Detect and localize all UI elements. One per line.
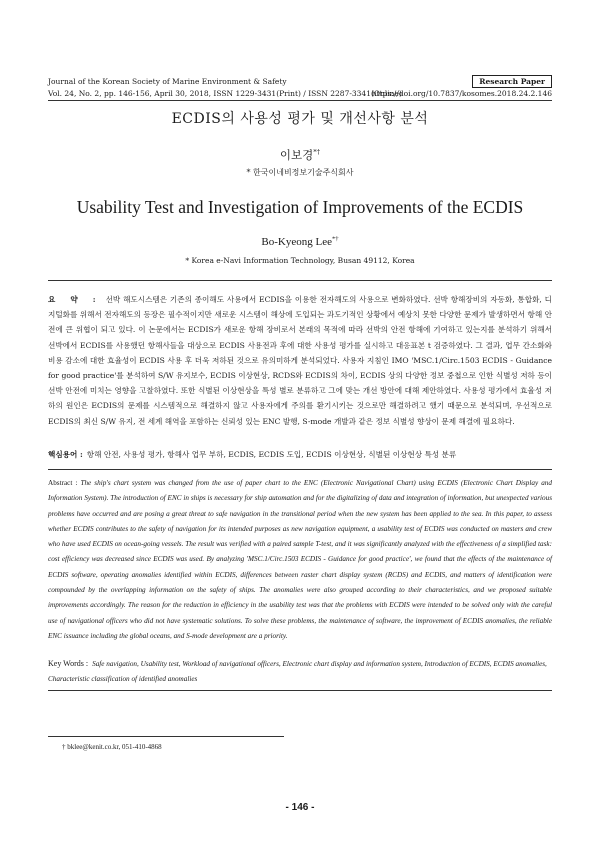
author-english-name: Bo-Kyeong Lee: [261, 236, 332, 248]
affiliation-english: * Korea e-Navi Information Technology, Busan 49112, Korea: [185, 256, 415, 265]
footnote-rule: [48, 736, 284, 737]
keywords-korean-label: 핵심용어 :: [48, 450, 83, 459]
author-korean-mark: *†: [313, 148, 321, 157]
abstract-english-text: The ship's chart system was changed from the use of paper chart to the ENC (Electronic Navigational Chart) using ECDIS (Electronic Chart Display and Information System). The introduction of ENC in ships is necessary for ship automation and for the digitalizing of data and integration of information, but unexpected various problems have occurred and are posing a great threat to safe navigation in the transitional period when the new system has been applied to the sea. In this paper, to assess whether ECDIS contributes to the safety of navigation for its intended purposes as new navigation equipment, a usability test of ECDIS was conducted on masters and crew who have used ECDIS on ocean-going vessels. The result was verified with a paired sample T-test, and it was significantly analyzed with the effectiveness of a simplified task: cost efficiency was decreased since ECDIS was used. By analyzing 'MSC.1/Circ.1503 ECDIS - Guidance for good practice', we found that the effects of the maintenance of ECDIS software, operating anomalies identified within ECDIS, differences between raster chart display system (RCDS) and ECDIS, and matters of identification were compounded by the overlapping information on the safety of ships. The anomalies were also grouped according to their characteristics, and we proposed suitable improvements accordingly. The reason for the reduction in efficiency in the usability test was that the problems with ECDIS were intended to be solved only with the careful use of navigational officers who did not have systematic solutions. To solve these problems, the maintenance of software, the improvement of ECDIS anomalies, the reliable ENC issuance including the global oceans, and S-mode development are a priority.: [48, 479, 552, 640]
keywords-korean-text: 항해 안전, 사용성 평가, 항해사 업무 부하, ECDIS, ECDIS 도입, ECDIS 이상현상, 식별된 이상현상 특성 분류: [86, 450, 457, 459]
corresponding-author-footnote: † bklee@kenit.co.kr, 051-410-4868: [62, 743, 162, 751]
keywords-english: [48, 656, 552, 688]
header-rule: [48, 100, 552, 101]
author-korean: [0, 147, 600, 163]
affiliation-korean: * 한국이네비정보기술주식회사: [246, 168, 354, 177]
abstract-korean: [48, 292, 552, 429]
keywords-korean: [48, 447, 552, 462]
abstract-english: [48, 476, 552, 644]
volume-info: Vol. 24, No. 2, pp. 146-156, April 30, 2018, ISSN 1229-3431(Print) / ISSN 2287-3341(Online): [48, 89, 402, 98]
title-english: Usability Test and Investigation of Improvements of the ECDIS: [76, 197, 524, 217]
abstract-english-label: Abstract :: [48, 479, 78, 487]
keywords-english-label: Key Words :: [48, 659, 89, 668]
author-english: [0, 236, 600, 248]
author-korean-name: 이보경: [279, 148, 314, 162]
page-number: - 146 -: [285, 802, 315, 813]
abstract-korean-text: 선박 해도시스템은 기존의 종이해도 사용에서 ECDIS을 이용한 전자해도의 사용으로 변화하였다. 선박 항해장비의 자동화, 통합화, 디지털화를 위해서 전자해도의 등장은 필수적이지만 새로운 시스템이 해상에 도입되는 과도기적인 상황에서 예상치 못한 다양한 문제가 발생하면서 항해 안전에 큰 위협이 되고 있다. 이 논문에서는 ECDIS가 새로운 항해 장비로서 본래의 목적에 따라 선박의 안전 항해에 기여하고 있는지를 분석하기 위해서 선박에서 ECDIS를 사용했던 항해사들을 대상으로 ECDIS 사용전과 후에 대한 사용성 평가를 실시하고 대응표본 t 검증하였다. 그 결과, 업무 간소화와 비용 감소에 대한 효율성이 ECDIS 사용 후 더욱 저하된 것으로 유의미하게 분석되었다. 사용자 지침인 IMO 'MSC.1/Circ.1503 ECDIS - Guidance for good practice'를 분석하여 S/W 유지보수, ECDIS 이상현상, RCDS와 ECDIS의 차이, ECDIS 상의 다양한 정보 중첩으로 인한 식별성 저하 등이 선박 안전에 미치는 영향을 고찰하였다. 또한 식별된 이상현상을 특성 별로 분류하고 그에 맞는 개선 방안에 대해 제안하였다. 사용성 평가에서 효율성 저하의 원인은 ECDIS의 문제를 시스템적으로 해결하지 않고 사용자에게 주의를 환기시키는 것으로만 해결하려고 했기 때문으로 분석되며, 우선적으로 ECDIS의 최신 S/W 유지, 전 세계 해역을 포함하는 신뢰성 있는 ENC 발행, S-mode 개발과 같은 정보 식별성 향상이 문제 해결에 필요하다.: [48, 295, 552, 426]
doi-link[interactable]: https://doi.org/10.7837/kosomes.2018.24.2.146: [371, 89, 552, 98]
keywords-english-text: Safe navigation, Usability test, Workload of navigational officers, Electronic chart display and information system, Introduction of ECDIS, ECDIS anomalies, Characteristic classification of identified anomalies: [48, 660, 547, 684]
abstract-korean-label: 요 약 :: [48, 295, 102, 304]
author-english-mark: *†: [331, 235, 339, 243]
abstract-divider-rule: [48, 469, 552, 470]
abstract-top-rule: [48, 280, 552, 281]
article-type-badge: Research Paper: [472, 75, 552, 88]
title-korean: ECDIS의 사용성 평가 및 개선사항 분석: [171, 111, 429, 127]
journal-name: Journal of the Korean Society of Marine Environment & Safety: [48, 77, 287, 86]
abstract-bottom-rule: [48, 690, 552, 691]
